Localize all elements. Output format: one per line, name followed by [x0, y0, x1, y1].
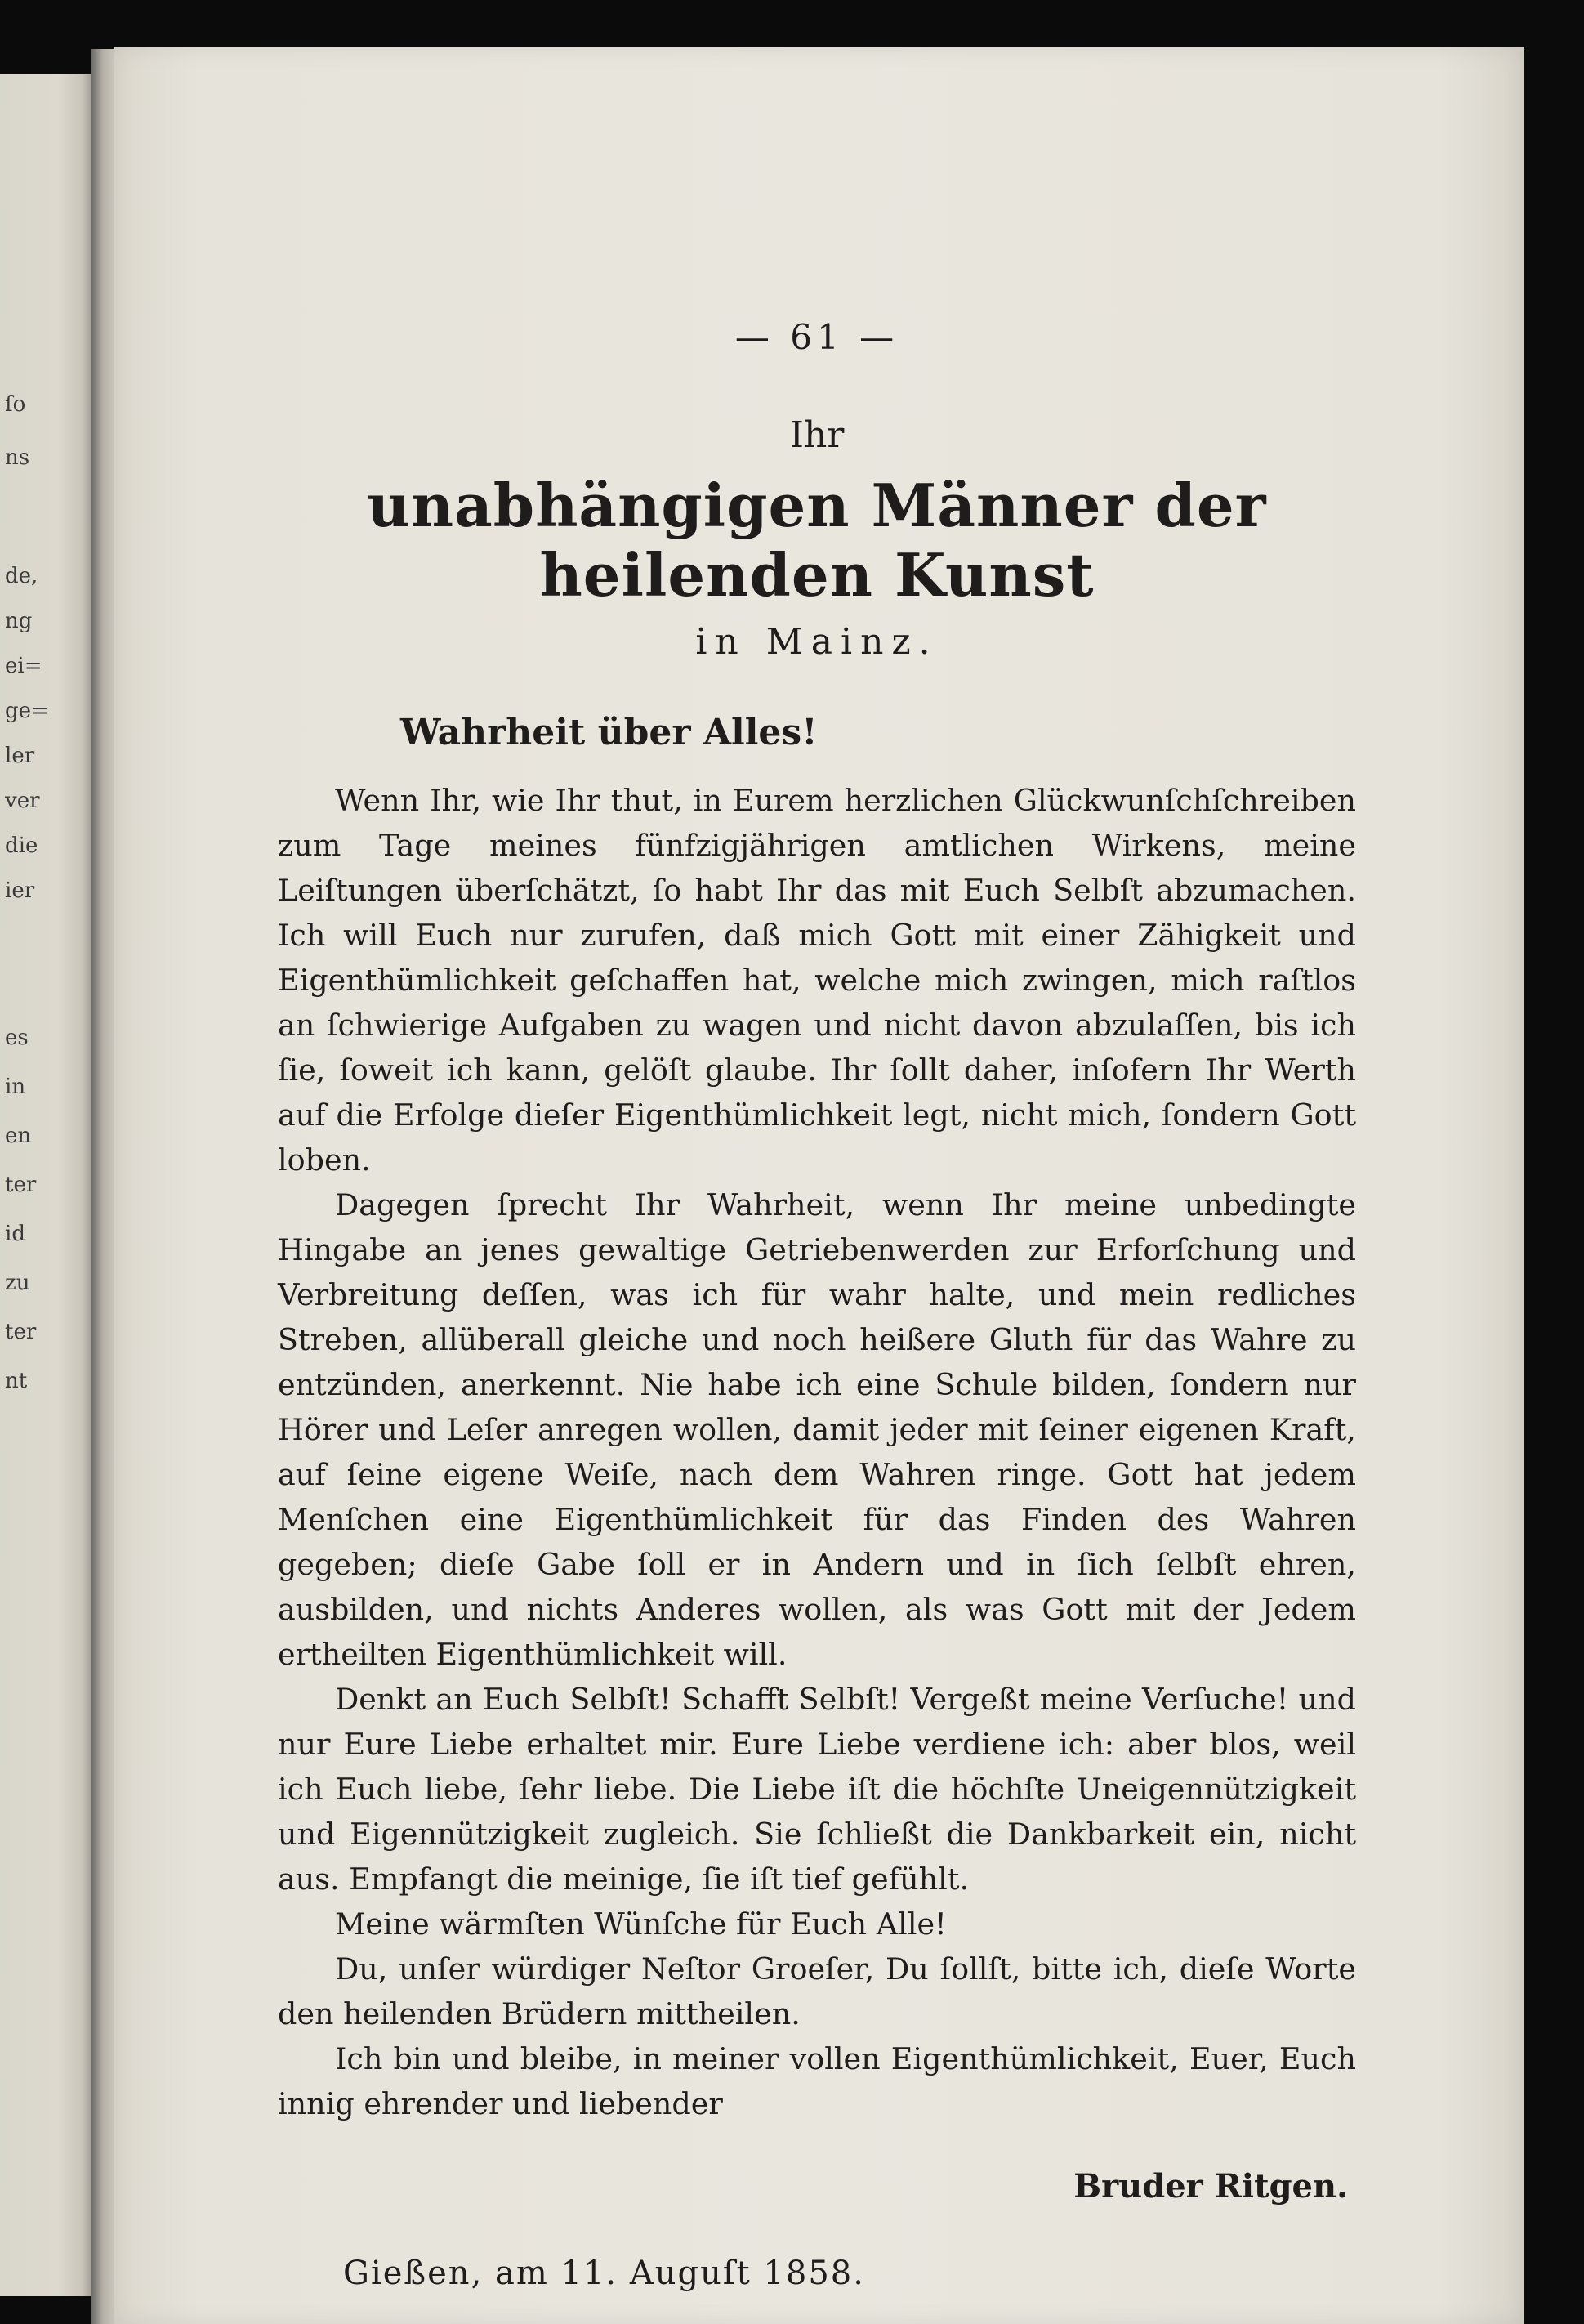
edge-word: ver: [5, 789, 40, 813]
edge-word: ter: [5, 1320, 37, 1344]
heading-salutation: Ihr: [789, 414, 845, 456]
edge-word: ei=: [5, 654, 42, 678]
paragraph: Meine wärmſten Wünſche für Euch Alle!: [335, 1906, 947, 1942]
page-content: [278, 317, 1356, 2292]
page-title: unabhängigen Männer der heilenden Kunst: [367, 471, 1267, 610]
edge-word: ng: [5, 609, 33, 633]
motto: Wahrheit über Alles!: [400, 712, 818, 753]
edge-word: ge=: [5, 699, 49, 723]
date-line: Gießen, am 11. Auguſt 1858.: [343, 2255, 865, 2292]
page-number: — 61 —: [734, 317, 899, 357]
edge-word: zu: [5, 1271, 30, 1295]
edge-word: ier: [5, 878, 35, 903]
edge-word: en: [5, 1124, 32, 1148]
edge-word: ns: [5, 445, 30, 470]
edge-word: in: [5, 1075, 26, 1099]
paragraph: Wenn Ihr, wie Ihr thut, in Eurem herzlichen Glückwunſchſchreiben zum Tage meines fünfzigjährigen amtlichen Wirkens, meine Leiſtungen überſchätzt, ſo habt Ihr das mit Euch Selbſt abzumachen. Ich will Euch nur zurufen, daß mich Gott mit einer Zähigkeit und Eigenthümlichkeit geſchaffen hat, welche mich zwingen, mich raſtlos an ſchwierige Aufgaben zu wagen und nicht davon abzulaſſen, bis ich ſie, ſoweit ich kann, gelöſt glaube. Ihr ſollt daher, inſofern Ihr Werth auf die Erfolge dieſer Eigenthümlichkeit legt, nicht mich, ſondern Gott loben.: [278, 783, 1356, 1178]
paragraph: Ich bin und bleibe, in meiner vollen Eigenthümlichkeit, Euer, Euch innig ehrender und liebender: [278, 2041, 1356, 2121]
paragraph: Denkt an Euch Selbſt! Schafft Selbſt! Vergeßt meine Verſuche! und nur Eure Liebe erhaltet mir. Eure Liebe verdiene ich: aber blos, weil ich Euch liebe, ſehr liebe. Die Liebe iſt die höchſte Uneigennützigkeit und Eigennützigkeit zugleich. Sie ſchließt die Dankbarkeit ein, nicht aus. Empfangt die meinige, ſie iſt tief gefühlt.: [278, 1682, 1356, 1897]
edge-word: ſo: [5, 392, 26, 417]
edge-word: ter: [5, 1173, 37, 1197]
edge-word: nt: [5, 1369, 28, 1393]
edge-word: de,: [5, 564, 38, 588]
edge-word: die: [5, 834, 38, 858]
edge-word: id: [5, 1222, 25, 1246]
heading-place: in Mainz.: [695, 621, 939, 663]
paragraph: Dagegen ſprecht Ihr Wahrheit, wenn Ihr meine unbedingte Hingabe an jenes gewaltige Getriebenwerden zur Erforſchung und Verbreitung deſſen, was ich für wahr halte, und mein redliches Streben, allüberall gleiche und noch heißere Gluth für das Wahre zu entzünden, anerkennt. Nie habe ich eine Schule bilden, ſondern nur Hörer und Leſer anregen wollen, damit jeder mit ſeiner eigenen Kraft, auf ſeine eigene Weiſe, nach dem Wahren ringe. Gott hat jedem Menſchen eine Eigenthümlichkeit für das Finden des Wahren gegeben; dieſe Gabe ſoll er in Andern und in ſich ſelbſt ehren, ausbilden, und nichts Anderes wollen, als was Gott mit der Jedem ertheilten Eigenthümlichkeit will.: [278, 1187, 1356, 1672]
edge-word: es: [5, 1026, 29, 1050]
signature: Bruder Ritgen.: [1073, 2167, 1348, 2206]
edge-word: ler: [5, 744, 35, 768]
right-page: [114, 47, 1524, 2324]
paragraph: Du, unſer würdiger Neſtor Groeſer, Du ſollſt, bitte ich, dieſe Worte den heilenden Brüdern mittheilen.: [278, 1951, 1356, 2031]
left-page-edge: [0, 74, 96, 2296]
